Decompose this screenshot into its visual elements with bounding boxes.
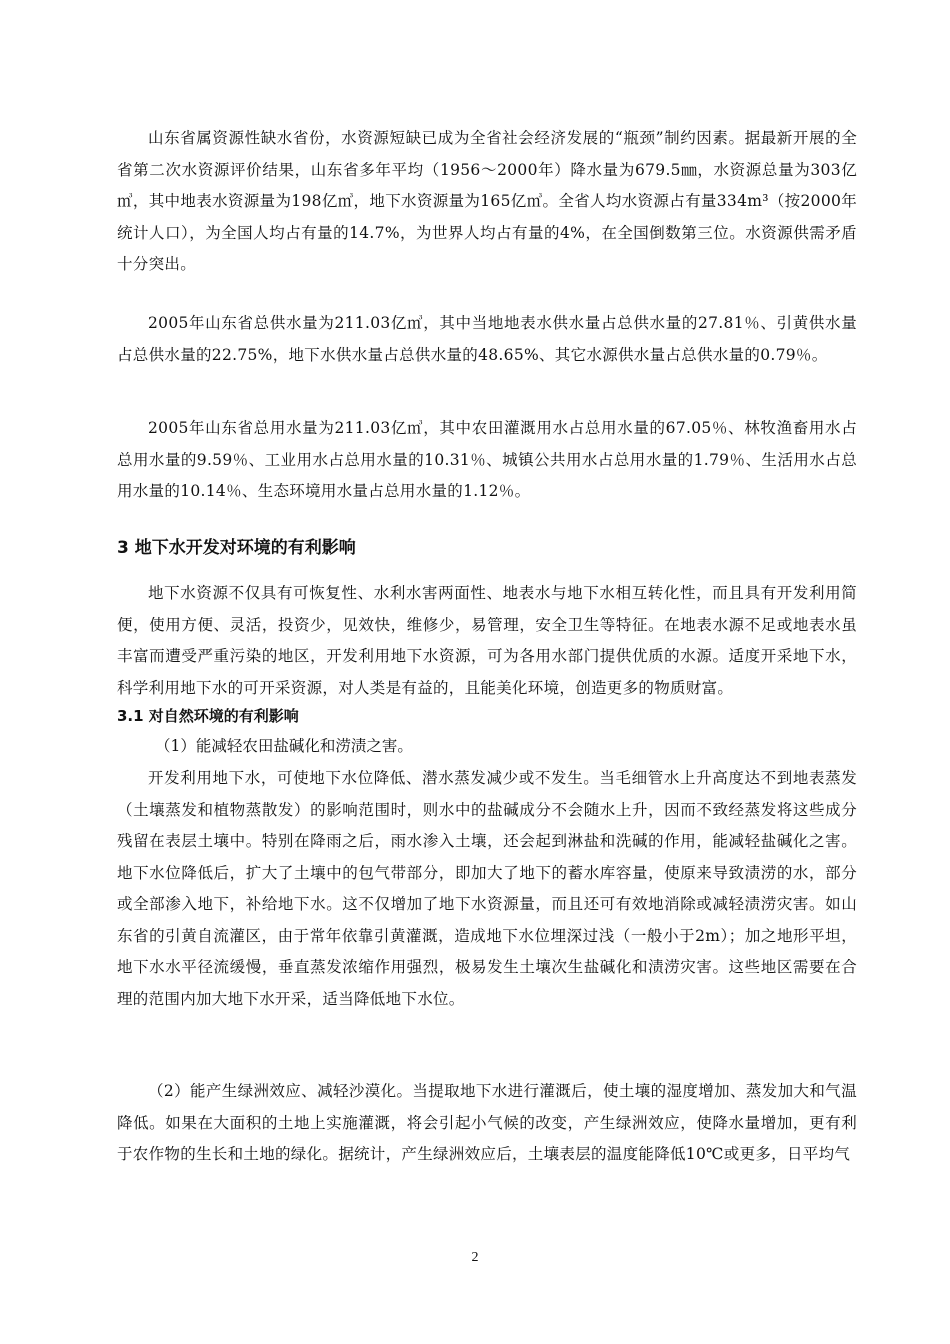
paragraph-water-use-2005: 2005年山东省总用水量为211.03亿㎥，其中农田灌溉用水占总用水量的67.05％、林牧渔畜用水占总用水量的9.59％、工业用水占总用水量的10.31％、城镇公共用水占总用水量的1.79％、生活用水占总用水量的10.14％、生态环境用水量占总用水量的1.12％。 bbox=[117, 419, 857, 500]
page-number: 2 bbox=[471, 1250, 479, 1265]
paragraph-water-supply-2005: 2005年山东省总供水量为211.03亿㎥，其中当地地表水供水量占总供水量的27.81％、引黄供水量占总供水量的22.75%，地下水供水量占总供水量的48.65%、其它水源供水量占总供水量的0.79％。 bbox=[117, 314, 857, 364]
section-3-heading: 3 地下水开发对环境的有利影响 bbox=[117, 538, 356, 558]
section-3-1-heading: 3.1 对自然环境的有利影响 bbox=[117, 707, 299, 725]
paragraph-salinization: 开发利用地下水，可使地下水位降低、潜水蒸发减少或不发生。当毛细管水上升高度达不到地表蒸发（土壤蒸发和植物蒸散发）的影响范围时，则水中的盐碱成分不会随水上升，因而不致经蒸发将这些成分残留在表层土壤中。特别在降雨之后，雨水渗入土壤，还会起到淋盐和洗碱的作用，能减轻盐碱化之害。地下水位降低后，扩大了土壤中的包气带部分，即加大了地下的蓄水库容量，使原来导致渍涝的水，部分或全部渗入地下，补给地下水。这不仅增加了地下水资源量，而且还可有效地消除或减轻渍涝灾害。如山东省的引黄自流灌区，由于常年依靠引黄灌溉，造成地下水位埋深过浅（一般小于2m）；加之地形平坦，地下水水平径流缓慢，垂直蒸发浓缩作用强烈，极易发生土壤次生盐碱化和渍涝灾害。这些地区需要在合理的范围内加大地下水开采，适当降低地下水位。 bbox=[117, 769, 857, 1008]
paragraph-water-shortage: 山东省属资源性缺水省份，水资源短缺已成为全省社会经济发展的“瓶颈”制约因素。据最新开展的全省第二次水资源评价结果，山东省多年平均（1956～2000年）降水量为679.5㎜，水资源总量为303亿㎥，其中地表水资源量为198亿㎥，地下水资源量为165亿㎥。全省人均水资源占有量334m³（按2000年统计人口），为全国人均占有量的14.7%，为世界人均占有量的4%，在全国倒数第三位。水资源供需矛盾十分突出。 bbox=[117, 129, 857, 273]
paragraph-oasis-effect: （2）能产生绿洲效应、减轻沙漠化。当提取地下水进行灌溉后，使土壤的湿度增加、蒸发加大和气温降低。如果在大面积的土地上实施灌溉，将会引起小气候的改变，产生绿洲效应，使降水量增加，更有利于农作物的生长和土地的绿化。据统计，产生绿洲效应后，土壤表层的温度能降低10℃或更多，日平均气 bbox=[117, 1082, 857, 1163]
paragraph-groundwater-characteristics: 地下水资源不仅具有可恢复性、水利水害两面性、地表水与地下水相互转化性，而且具有开发利用简便，使用方便、灵活，投资少，见效快，维修少，易管理，安全卫生等特征。在地表水源不足或地表水虽丰富而遭受严重污染的地区，开发利用地下水资源，可为各用水部门提供优质的水源。适度开采地下水，科学利用地下水的可开采资源，对人类是有益的，且能美化环境，创造更多的物质财富。 bbox=[117, 584, 857, 697]
item-1-title: （1）能减轻农田盐碱化和涝渍之害。 bbox=[155, 737, 413, 755]
